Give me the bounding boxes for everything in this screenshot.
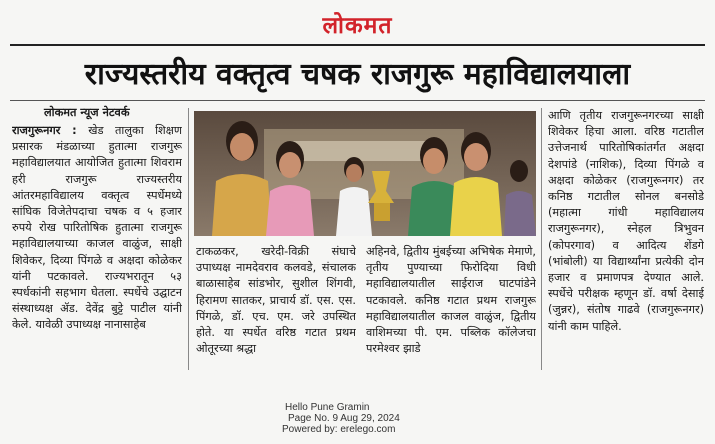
footer-powered-by: Powered by: erelego.com <box>282 424 396 435</box>
headline-rule <box>10 100 705 101</box>
award-ceremony-image <box>194 111 536 236</box>
footer-page-date: Page No. 9 Aug 29, 2024 <box>288 413 400 424</box>
page-footer <box>0 402 715 435</box>
masthead <box>0 8 715 40</box>
article-byline: लोकमत न्यूज नेटवर्क <box>44 106 130 119</box>
article-column-2a: टाकळकर, खरेदी-विक्री संघाचे उपाध्यक्ष नामदेवराव कलवडे, संचालक बाळासाहेब सांडभोर, सुशील शिंगवी, हिरामण सातकर, प्राचार्य डॉ. एस. एस. पिंगळे, डॉ. एच. एम. जरे उपस्थित होते. या स्पर्धेत वरिष्ठ गटात प्रथम ओतूरच्या श्रद्धा <box>196 245 356 356</box>
article-column-2b: अहिनवे, द्वितीय मुंबईच्या अभिषेक मेमाणे, तृतीय पुण्याच्या फिरोदिया विधी महाविद्यालयातील साईराज घाटपांडेने पटकावले. कनिष्ठ गटात प्रथम राजगुरू महाविद्यालयातील काजल वाळुंज, द्वितीय वाशिमच्या पी. एम. पब्लिक कॉलेजचा परमेश्वर झाडे <box>366 245 536 356</box>
masthead-logo: लोकमत <box>322 12 393 39</box>
column-1-text: खेड तालुका शिक्षण प्रसारक मंडळाच्या हुतात्मा राजगुरू महाविद्यालयात आयोजित हुतात्मा शिवराम हरी राजगुरू राज्यस्तरीय आंतरमहाविद्यालय वक्तृत्व स्पर्धेमध्ये सांघिक विजेतेपदाचा चषक व ५ हजार रुपये रोख पारितोषिक हुतात्मा राजगुरू महाविद्यालयाच्या काजल वाळुंज, साक्षी शिवेकर, दिव्या पिंगळे व अक्षदा कोळेकर यांनी पटकावले. राज्यभरातून ५३ स्पर्धकांनी सहभाग घेतला. स्पर्धेचे उद्घाटन संस्थाध्यक्ष ॲड. देवेंद्र बुट्टे पाटील यांनी केले. यावेळी उपाध्यक्ष नानासाहेब <box>12 124 182 332</box>
footer-edition: Hello Pune Gramin <box>285 402 370 413</box>
column-divider <box>188 108 189 370</box>
column-divider <box>541 108 542 370</box>
article-column-3: आणि तृतीय राजगुरूनगरच्या साक्षी शिवेकर हिचा आला. वरिष्ठ गटातील उत्तेजनार्थ पारितोषिकांतर्गत अक्षदा देशपांडे (नाशिक), दिव्या पिंगळे व अक्षदा कोळेकर (राजगुरूनगर) तर कनिष्ठ गटातील सोनल बनसोडे (महात्मा गांधी महाविद्यालय राजगुरूनगर), स्नेहल त्रिभुवन (कोपरगाव) व आदित्य शेंडगे (भांबोली) या विद्यार्थ्यांना प्रत्येकी दोन हजार व प्रमाणपत्र देण्यात आले. स्पर्धेचे परीक्षक म्हणून डॉ. वर्षा देसाई (जुन्नर), संतोष गाढवे (राजगुरूनगर) यांनी काम पाहिले. <box>548 109 704 333</box>
masthead-rule <box>10 44 705 46</box>
article-dateline: राजगुरूनगर : <box>12 124 77 137</box>
article-photo <box>194 111 536 236</box>
article-column-1 <box>12 123 182 373</box>
article-headline: राज्यस्तरीय वक्तृत्व चषक राजगुरू महाविद्यालयाला <box>84 57 631 92</box>
